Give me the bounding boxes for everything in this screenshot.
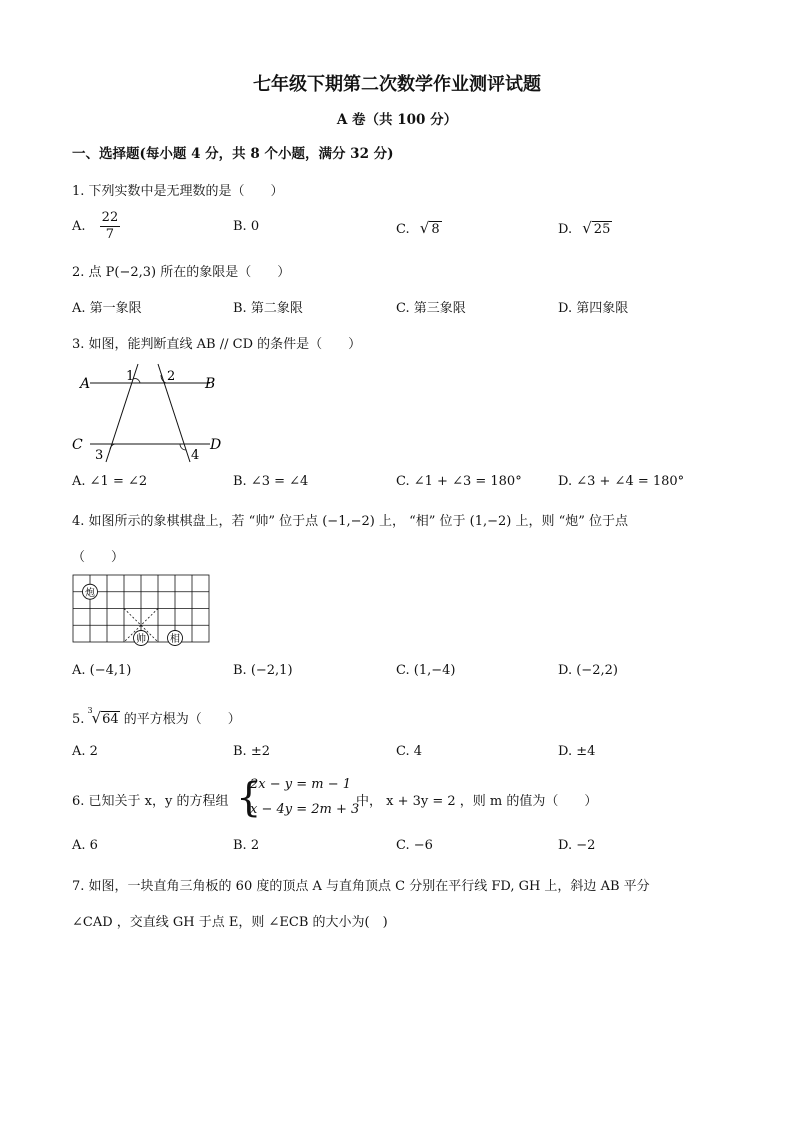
numerator: 22 (101, 210, 119, 225)
option-label: C. (396, 222, 410, 237)
angle-3-label: 3 (95, 448, 104, 463)
question-3-stem: 3. 如图，能判断直线 AB // CD 的条件是（ ） (72, 337, 362, 352)
root-index: 3 (87, 706, 93, 715)
angle-3-arc (110, 444, 116, 450)
label-c: C (72, 437, 83, 453)
radical-sign-icon: √ (91, 709, 102, 727)
q2-option-a: A. 第一象限 (72, 301, 142, 316)
radicand: 8 (431, 222, 440, 237)
cube-root (87, 706, 120, 727)
section-heading: 一、选择题(每小题 4 分，共 8 个小题，满分 32 分) (72, 146, 394, 162)
stem-text: 的平方根为（ ） (119, 712, 241, 727)
question-5-stem (72, 708, 241, 727)
angle-1-label: 1 (126, 369, 135, 384)
left-brace-icon: { (236, 775, 262, 821)
radical-sign-icon: √ (582, 219, 592, 237)
q6-option-c: C. −6 (396, 838, 433, 853)
q4-option-b: B. (−2,1) (233, 663, 293, 678)
q6-option-d: D. −2 (558, 838, 596, 853)
radicand: 64 (102, 712, 119, 727)
option-label: D. (558, 222, 573, 237)
q3-option-b: B. ∠3 = ∠4 (233, 474, 309, 489)
q4-option-d: D. (−2,2) (558, 663, 618, 678)
q5-option-a: A. 2 (72, 744, 98, 759)
question-number: 5. (72, 712, 89, 727)
paper-subtitle: A 卷（共 100 分） (336, 112, 458, 128)
question-1-stem: 1. 下列实数中是无理数的是（ ） (72, 184, 284, 199)
page-title: 七年级下期第二次数学作业测评试题 (253, 74, 541, 95)
label-b: B (205, 376, 216, 392)
question-6-stem-suffix: 中， x + 3y = 2 ，则 m 的值为（ ） (356, 794, 598, 809)
q3-option-c: C. ∠1 + ∠3 = 180° (396, 474, 522, 489)
q3-option-d: D. ∠3 + ∠4 = 180° (558, 474, 685, 489)
q2-option-c: C. 第三象限 (396, 301, 466, 316)
q6-option-a: A. 6 (72, 838, 98, 853)
parallel-lines-figure (70, 360, 230, 470)
question-2-stem: 2. 点 P(−2,3) 所在的象限是（ ） (72, 265, 291, 280)
q4-option-a: A. (−4,1) (72, 663, 132, 678)
chessboard-figure (72, 574, 212, 646)
q6-option-b: B. 2 (233, 838, 260, 853)
elephant-piece-label: 相 (170, 634, 180, 645)
label-a: A (80, 376, 91, 392)
q2-option-b: B. 第二象限 (233, 301, 303, 316)
cannon-piece-label: 炮 (85, 588, 95, 599)
denominator: 7 (105, 227, 115, 242)
label-d: D (210, 437, 222, 453)
question-7-line-1: 7. 如图，一块直角三角板的 60 度的顶点 A 与直角顶点 C 分别在平行线 FD, GH 上，斜边 AB 平分 (72, 879, 650, 894)
question-7-line-2: ∠CAD ，交直线 GH 于点 E，则 ∠ECB 的大小为( ) (72, 915, 388, 930)
question-6-stem-prefix: 6. 已知关于 x，y 的方程组 (72, 794, 229, 809)
q3-option-a: A. ∠1 = ∠2 (72, 474, 148, 489)
question-4-stem-cont: （ ） (72, 550, 125, 565)
q1-option-d (558, 219, 612, 237)
fraction (100, 210, 121, 243)
q1-option-c (396, 219, 442, 237)
square-root (420, 219, 442, 237)
q5-option-d: D. ±4 (558, 744, 596, 759)
q2-option-d: D. 第四象限 (558, 301, 629, 316)
marshal-piece-label: 帅 (136, 634, 146, 645)
angle-4-label: 4 (191, 448, 200, 463)
equation-2: x − 4y = 2m + 3 (250, 802, 360, 817)
q5-option-b: B. ±2 (233, 744, 270, 759)
q1-option-a (72, 210, 120, 243)
q4-option-c: C. (1,−4) (396, 663, 456, 678)
q1-option-b: B. 0 (233, 219, 260, 234)
option-label: A. (72, 219, 86, 234)
angle-2-label: 2 (167, 369, 176, 384)
radicand: 25 (593, 222, 611, 237)
question-4-stem: 4. 如图所示的象棋棋盘上，若 “帅” 位于点 (−1,−2) 上， “相” 位于 (1,−2) 上，则 “炮” 位于点 (72, 514, 629, 529)
equation-1: 2x − y = m − 1 (250, 777, 352, 792)
q5-option-c: C. 4 (396, 744, 423, 759)
radical-sign-icon: √ (419, 219, 430, 237)
square-root (582, 219, 612, 237)
